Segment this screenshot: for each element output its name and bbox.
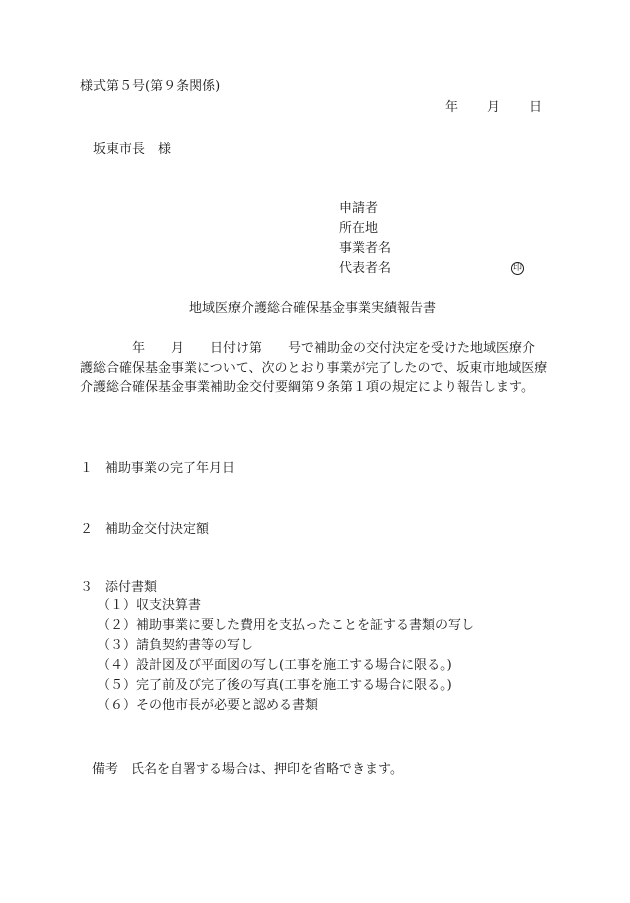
section-number: １ [80, 461, 94, 476]
list-item: （２）補助事業に要した費用を支払ったことを証する書類の写し [97, 618, 475, 633]
seal-mark: 印 [512, 263, 522, 273]
attachment-list [97, 599, 474, 719]
list-item: （１）収支決算書 [97, 598, 202, 613]
list-item: （６）その他市長が必要と認める書類 [97, 698, 319, 713]
section-label: 添付書類 [105, 580, 158, 595]
list-item: （５）完了前及び完了後の写真(工事を施工する場合に限る。) [97, 678, 452, 693]
section-label: 補助金交付決定額 [105, 522, 210, 537]
document-title: 地域医療介護総合確保基金事業実績報告書 [189, 301, 437, 316]
applicant-block [339, 202, 391, 282]
date-day: 日 [529, 100, 543, 115]
business-name-label: 事業者名 [339, 241, 392, 256]
body-line: 年 月 日付け第 号で補助金の交付決定を受けた地域医療介 [132, 341, 536, 356]
section-completion-date [80, 462, 235, 475]
body-line: 介護総合確保基金事業補助金交付要綱第９条第１項の規定により報告します。 [80, 380, 534, 395]
section-grant-amount [80, 523, 209, 536]
addressee: 坂東市長 様 [93, 142, 172, 157]
applicant-label: 申請者 [339, 201, 379, 216]
date-month: 月 [487, 100, 501, 115]
section-number: ３ [80, 580, 94, 595]
body-paragraph [80, 339, 552, 398]
remarks: 備考 氏名を自署する場合は、押印を省略できます。 [92, 762, 403, 777]
representative-label: 代表者名 [339, 261, 392, 276]
section-label: 補助事業の完了年月日 [105, 461, 236, 476]
list-item: （３）請負契約書等の写し [97, 638, 254, 653]
section-number: ２ [80, 522, 94, 537]
form-number: 様式第５号(第９条関係) [80, 79, 221, 94]
date-year: 年 [445, 100, 459, 115]
date-line [445, 101, 542, 114]
body-line: 護総合確保基金事業について、次のとおり事業が完了したので、坂東市地域医療 [80, 360, 548, 376]
list-item: （４）設計図及び平面図の写し(工事を施工する場合に限る。) [97, 658, 452, 673]
section-attachments [80, 581, 157, 594]
address-label: 所在地 [339, 221, 379, 236]
